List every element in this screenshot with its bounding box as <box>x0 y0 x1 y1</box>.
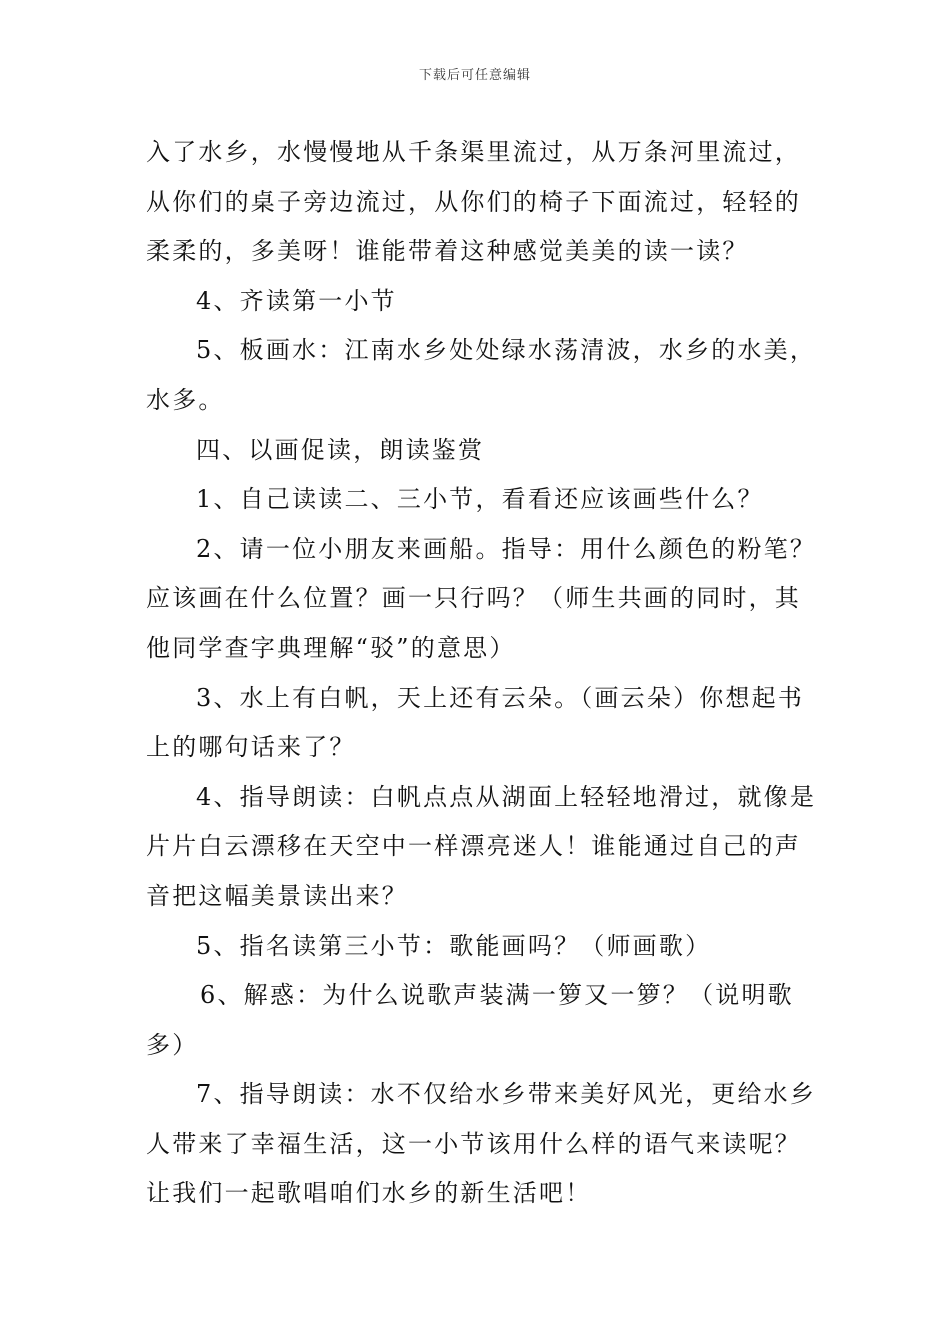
text-line: 多） <box>146 1030 199 1059</box>
page-header: 下载后可任意编辑 <box>418 68 531 83</box>
paragraph <box>146 128 811 277</box>
text-line: 片片白云漂移在天空中一样漂亮迷人！谁能通过自己的声 <box>146 832 801 861</box>
text-line: 应该画在什么位置？画一只行吗？（师生共画的同时，其 <box>146 584 801 613</box>
text-line: 他同学查字典理解“驳”的意思） <box>146 633 516 662</box>
text-line: 从你们的桌子旁边流过，从你们的椅子下面流过，轻轻的 <box>146 187 801 216</box>
text-line: 上的哪句话来了？ <box>146 733 356 762</box>
paragraph <box>146 674 811 773</box>
text-line: 1、自己读读二、三小节，看看还应该画些什么？ <box>196 485 764 514</box>
text-line: 2、请一位小朋友来画船。指导：用什么颜色的粉笔？ <box>196 534 817 563</box>
text-line: 人带来了幸福生活，这一小节该用什么样的语气来读呢？ <box>146 1129 801 1158</box>
paragraph <box>146 475 811 525</box>
text-line: 让我们一起歌唱咱们水乡的新生活吧！ <box>146 1179 592 1208</box>
text-line: 4、指导朗读：白帆点点从湖面上轻轻地滑过，就像是 <box>196 782 817 811</box>
text-line: 5、板画水：江南水乡处处绿水荡清波，水乡的水美， <box>196 336 817 365</box>
text-line: 入了水乡，水慢慢地从千条渠里流过，从万条河里流过， <box>146 138 801 166</box>
text-line: 音把这幅美景读出来？ <box>146 881 408 910</box>
paragraph <box>146 525 817 674</box>
text-line: 水多。 <box>146 385 225 414</box>
paragraph <box>146 326 817 425</box>
text-line: 四、以画促读，朗读鉴赏 <box>196 435 485 464</box>
text-line: 7、指导朗读：水不仅给水乡带来美好风光，更给水乡 <box>196 1080 817 1109</box>
text-line: 5、指名读第三小节：歌能画吗？（师画歌） <box>196 931 712 960</box>
paragraph <box>146 426 811 476</box>
document-body <box>146 128 817 1219</box>
text-line: 3、水上有白帆，天上还有云朵。（画云朵）你想起书 <box>196 683 805 712</box>
paragraph <box>146 277 811 327</box>
paragraph <box>146 922 811 972</box>
paragraph <box>146 971 811 1070</box>
text-line: 4、齐读第一小节 <box>196 286 397 315</box>
paragraph <box>146 773 817 922</box>
paragraph <box>146 1070 817 1219</box>
text-line: 6、解惑：为什么说歌声装满一箩又一箩？（说明歌 <box>200 981 794 1010</box>
text-line: 柔柔的，多美呀！谁能带着这种感觉美美的读一读？ <box>146 237 749 266</box>
